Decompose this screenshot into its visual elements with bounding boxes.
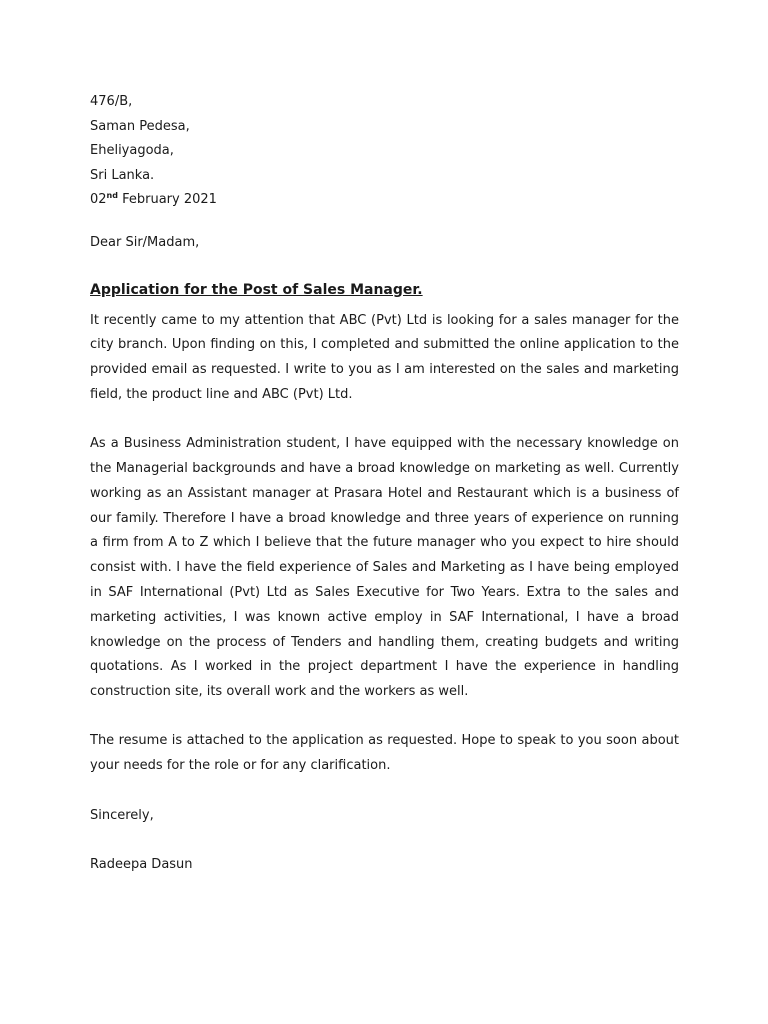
address-line-2: Saman Pedesa, <box>90 118 190 134</box>
letter-date <box>90 188 679 213</box>
date-day: 02 <box>90 192 107 207</box>
letter <box>90 90 679 878</box>
address-line-4: Sri Lanka. <box>90 167 155 183</box>
body-paragraph-3: The resume is attached to the application as requested. Hope to speak to you soon about your needs for the role or for any clarification. <box>90 733 679 774</box>
closing: Sincerely, <box>90 807 154 823</box>
address-line-3: Eheliyagoda, <box>90 143 174 158</box>
date-month-year: February 2021 <box>117 192 217 207</box>
subject-line: Application for the Post of Sales Manager. <box>90 281 423 298</box>
date-suffix: nd <box>106 191 118 200</box>
salutation: Dear Sir/Madam, <box>90 234 200 250</box>
address-line-1: 476/B, <box>90 94 133 109</box>
sender-address <box>90 90 679 213</box>
body-paragraph-2: As a Business Administration student, I have equipped with the necessary knowledge on the Managerial backgrounds and have a broad knowledge on marketing as well. Currently working as an Assistant manager at Prasara Hotel and Restaurant which is a business of our family. Therefore I have a broad knowledge and three years of experience on running a firm from A to Z which I believe that the future manager who you expect to hire should consist with. I have the field experience of Sales and Marketing as I have being employed in SAF International (Pvt) Ltd as Sales Executive for Two Years. Extra to the sales and marketing activities, I was known active employ in SAF International, I have a broad knowledge on the process of Tenders and handling them, creating budgets and writing quotations. As I worked in the project department I have the experience in handling construction site, its overall work and the workers as well. <box>90 436 679 700</box>
body-paragraph-1: It recently came to my attention that ABC (Pvt) Ltd is looking for a sales manager for the city branch. Upon finding on this, I completed and submitted the online application to the provided email as requested. I write to you as I am interested on the sales and marketing field, the product line and ABC (Pvt) Ltd. <box>90 312 679 402</box>
signature-name: Radeepa Dasun <box>90 856 193 872</box>
